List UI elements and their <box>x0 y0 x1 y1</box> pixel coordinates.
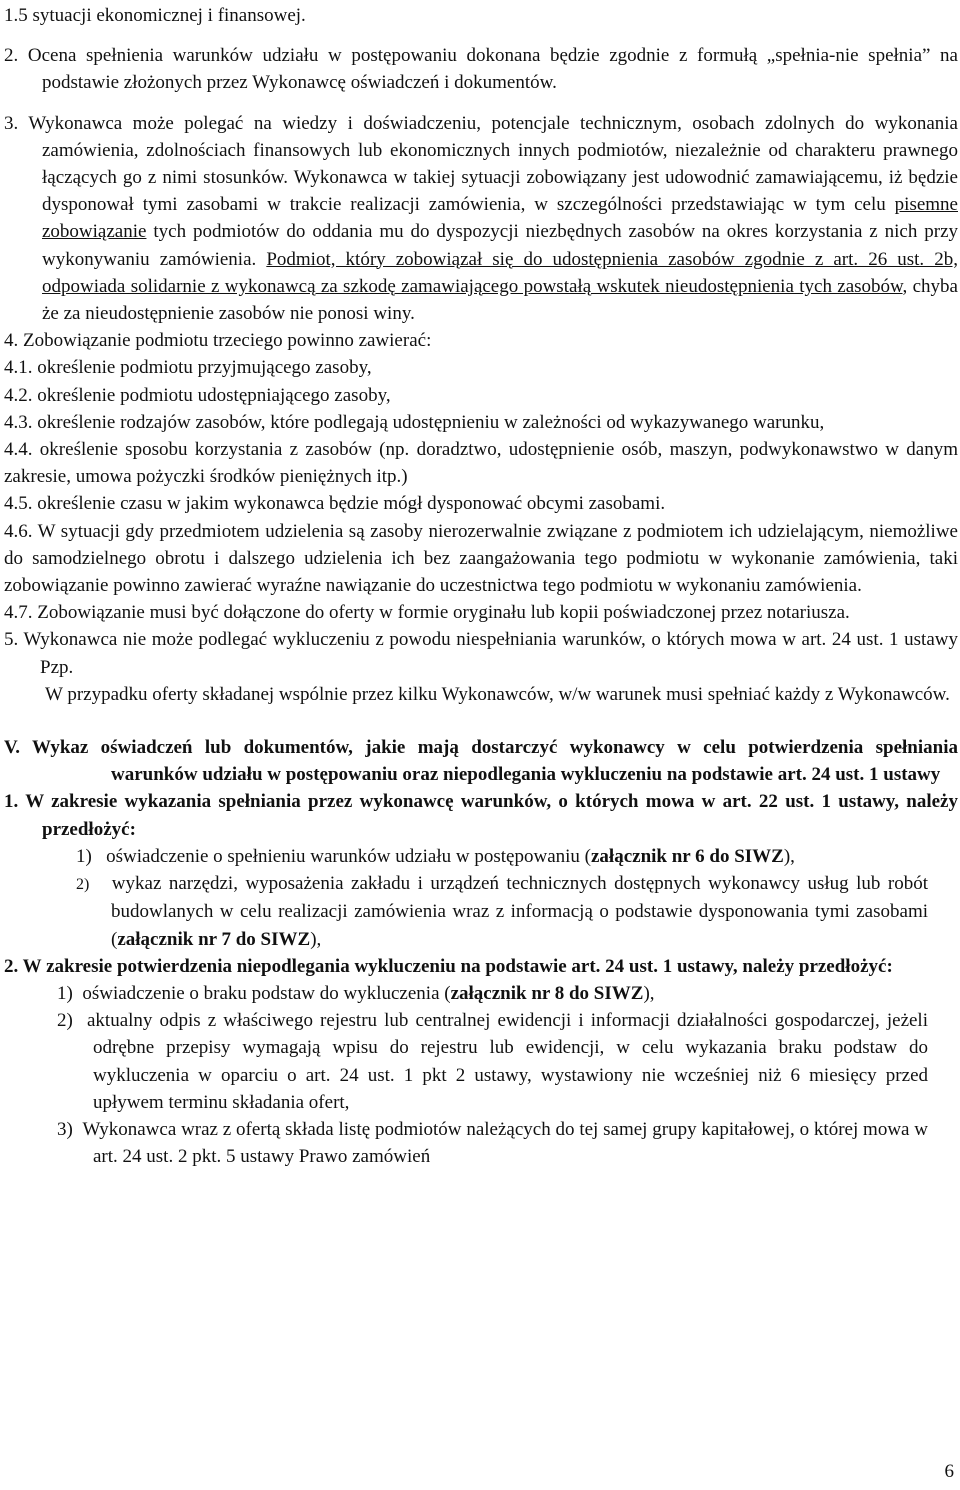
list-item-4-2: 4.2. określenie podmiotu udostępniającego zasoby, <box>4 384 391 406</box>
page-number: 6 <box>944 1461 954 1482</box>
list-item-4-6: 4.6. W sytuacji gdy przedmiotem udzielenia są zasoby nierozerwalnie związane z podmiotem ich udzielającym, niemożliwe do samodzielnego obrotu i dalszego udzielenia ich bez zaangażowania tego podmiotu w wykonanie zamówienia, taki zobowiązanie powinno zawierać wyraźne nawiązanie do uczestnictwa tego podmiotu w wykonaniu zamówienia. <box>4 520 958 597</box>
list-number: 2) <box>57 1010 73 1032</box>
item-text: oświadczenie o spełnieniu warunków udziału w postępowaniu ( <box>106 845 591 867</box>
item-text: wykaz narzędzi, wyposażenia zakładu i urządzeń technicznych dostępnych wykonawcy usług lub robót budowlanych w celu realizacji zamówienia wraz z informacją o podstawie dysponowania tymi zasobami ( <box>111 873 928 950</box>
list-item-4-5: 4.5. określenie czasu w jakim wykonawca będzie mógł dysponować obcymi zasobami. <box>4 493 666 515</box>
item-tail: ), <box>783 845 795 867</box>
document-page <box>4 2 958 1170</box>
section-v-heading: V. Wykaz oświadczeń lub dokumentów, jakie mają dostarczyć wykonawcy w celu potwierdzenia spełniania warunków udziału w postępowaniu oraz niepodlegania wykluczeniu na podstawie art. 24 ust. 1 ustawy <box>4 737 958 786</box>
underlined-joint-liability: Podmiot, który zobowiązał się do udostępnienia zasobów zgodnie z art. 26 ust. 2b, odpowiada solidarnie z wykonawcą za szkodę zamawiającego powstałą wskutek nieudostępnienia tych zasobów <box>42 248 958 297</box>
paragraph-2: 2. Ocena spełnienia warunków udziału w postępowaniu dokonana będzie zgodnie z formułą „spełnia-nie spełnia” na podstawie złożonych przez Wykonawcę oświadczeń i dokumentów. <box>4 45 958 94</box>
attachment-reference: załącznik nr 8 do SIWZ <box>450 982 644 1004</box>
paragraph-3-text-1: 3. Wykonawca może polegać na wiedzy i doświadczeniu, potencjale technicznym, osobach zdolnych do wykonania zamówienia, zdolnościach finansowych lub ekonomicznych innych podmiotów, niezależnie od charakteru prawnego łączących go z nimi stosunków. Wykonawca w takiej sytuacji zobowiązany jest udowodnić zamawiającemu, iż będzie dysponował tymi zasobami w trakcie realizacji zamówienia, w szczególności przedstawiając w tym celu <box>4 112 958 216</box>
attachment-reference: załącznik nr 7 do SIWZ <box>117 928 311 950</box>
paragraph-3-text-3: , chyba że za nieudostępnienie zasobów nie ponosi winy. <box>42 275 958 325</box>
list-number: 3) <box>57 1118 73 1140</box>
item-tail: ), <box>310 928 322 950</box>
item-text: aktualny odpis z właściwego rejestru lub centralnej ewidencji i informacji działalności gospodarczej, jeżeli odrębne przepisy wymagają wpisu do rejestru lub ewidencji, w celu wykazania braku podstaw do wykluczenia w oparciu o art. 24 ust. 1 pkt 2 ustawy, wystawiony nie wcześniej niż 6 miesięcy przed upływem terminu składania ofert, <box>87 1010 928 1113</box>
list-item-4-3: 4.3. określenie rodzajów zasobów, które podlegają udostępnieniu w zależności od wykazywanego warunku, <box>4 411 825 433</box>
paragraph-3-text-2: tych podmiotów do oddania mu do dyspozycji niezbędnych zasobów na okres korzystania z nich przy wykonywaniu zamówienia. <box>42 221 958 270</box>
paragraph-3 <box>4 110 958 328</box>
section-1-item-1 <box>4 843 958 870</box>
item-tail: ), <box>643 982 655 1004</box>
list-number: 1) <box>57 982 73 1004</box>
section-1-item-2 <box>4 870 958 953</box>
section-1-heading: 1. W zakresie wykazania spełniania przez wykonawcę warunków, o których mowa w art. 22 ust. 1 ustawy, należy przedłożyć: <box>4 791 958 840</box>
section-2-item-3 <box>4 1116 958 1170</box>
section-2-item-2 <box>4 1007 958 1116</box>
paragraph-5-continuation: W przypadku oferty składanej wspólnie przez kilku Wykonawców, w/w warunek musi spełniać każdy z Wykonawców. <box>45 683 950 705</box>
underlined-written-commitment: pisemne zobowiązanie <box>42 194 958 243</box>
section-2-item-1 <box>4 980 958 1007</box>
list-number: 1) <box>76 845 92 867</box>
list-item-4-4: 4.4. określenie sposobu korzystania z zasobów (np. doradztwo, udostępnienie osób, maszyn, podwykonawstwo w danym zakresie, umowa pożyczki środków pieniężnych itp.) <box>4 439 958 488</box>
list-item-4-1: 4.1. określenie podmiotu przyjmującego zasoby, <box>4 357 372 379</box>
item-text: Wykonawca wraz z ofertą składa listę podmiotów należących do tej samej grupy kapitałowej, o której mowa w art. 24 ust. 2 pkt. 5 ustawy Prawo zamówień <box>82 1118 929 1168</box>
list-number: 2) <box>76 876 90 894</box>
section-2-heading: 2. W zakresie potwierdzenia niepodlegania wykluczeniu na podstawie art. 24 ust. 1 ustawy, należy przedłożyć: <box>4 955 893 977</box>
paragraph-4: 4. Zobowiązanie podmiotu trzeciego powinno zawierać: <box>4 330 432 352</box>
list-item-1-5: 1.5 sytuacji ekonomicznej i finansowej. <box>4 5 306 26</box>
item-text: oświadczenie o braku podstaw do wykluczenia ( <box>82 982 451 1004</box>
list-item-4-7: 4.7. Zobowiązanie musi być dołączone do oferty w formie oryginału lub kopii poświadczonej przez notariusza. <box>4 602 850 624</box>
attachment-reference: załącznik nr 6 do SIWZ <box>590 845 784 867</box>
paragraph-5: 5. Wykonawca nie może podlegać wykluczeniu z powodu niespełniania warunków, o których mowa w art. 24 ust. 1 ustawy Pzp. <box>4 629 958 678</box>
